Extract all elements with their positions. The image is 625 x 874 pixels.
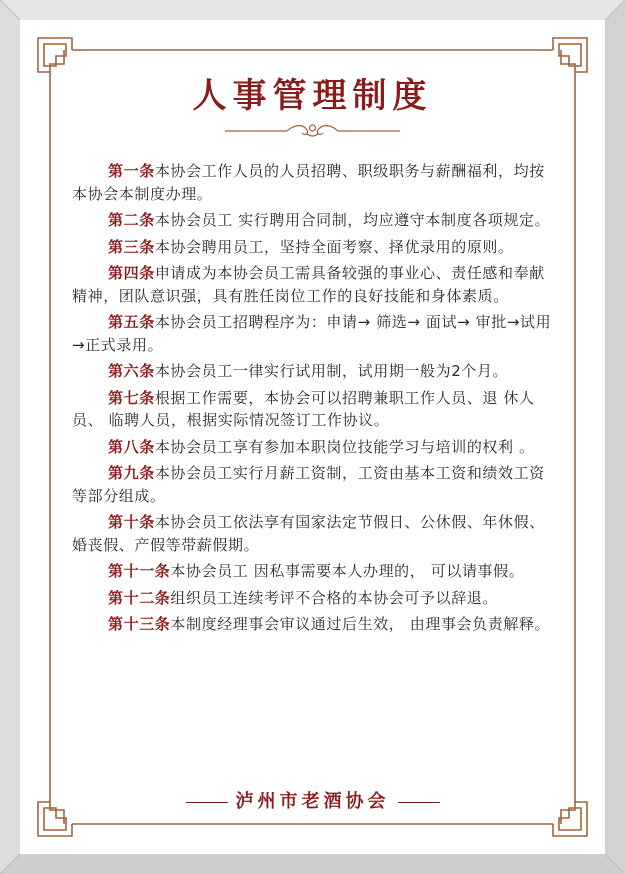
article-text: 本协会员工实行月薪工资制，工资由基本工资和绩效工资等部分组成。	[72, 464, 545, 505]
article-item	[72, 311, 560, 356]
article-item	[72, 160, 560, 205]
article-item	[72, 587, 560, 610]
article-item	[72, 387, 560, 432]
article-text: 本协会工作人员的人员招聘、职级职务与薪酬福利，均按本协会本制度办理。	[72, 162, 545, 203]
article-text: 本协会员工一律实行试用制，试用期一般为2个月。	[154, 362, 509, 380]
article-item	[72, 462, 560, 507]
article-number: 第六条	[108, 362, 155, 380]
article-number: 第七条	[108, 388, 155, 407]
signature-line-left	[186, 802, 228, 803]
article-number: 第十三条	[108, 615, 171, 633]
article-number: 第四条	[108, 264, 155, 282]
article-item	[72, 236, 560, 259]
article-text: 组织员工连续考评不合格的本协会可予以辞退。	[170, 588, 499, 607]
signature-line-right	[398, 802, 440, 803]
article-number: 第十二条	[108, 588, 171, 607]
article-item	[72, 511, 560, 556]
article-item	[72, 209, 560, 232]
article-number: 第八条	[108, 437, 155, 456]
article-number: 第二条	[108, 211, 155, 229]
article-text: 本协会员工 实行聘用合同制，均应遵守本制度各项规定。	[154, 211, 551, 229]
article-number: 第十条	[108, 513, 155, 531]
ornament-divider	[225, 122, 400, 138]
article-text: 本协会员工招聘程序为：申请→ 筛选→ 面试→ 审批→试用→正式录用。	[72, 313, 552, 354]
article-item	[72, 613, 560, 636]
article-number: 第三条	[108, 237, 155, 256]
article-text: 本协会员工 因私事需要本人办理的， 可以请事假。	[170, 562, 525, 580]
article-number: 第十一条	[108, 562, 171, 580]
article-number: 第五条	[108, 313, 155, 331]
articles-list	[72, 160, 560, 640]
signature-text: 泸州市老酒协会	[235, 791, 390, 812]
signature	[0, 787, 625, 813]
article-item	[72, 560, 560, 583]
article-number: 第一条	[108, 162, 155, 180]
article-item	[72, 262, 560, 307]
article-text: 根据工作需要，本协会可以招聘兼职工作人员、退 休人员、 临聘人员，根据实际情况签订工作协议。	[72, 388, 535, 429]
article-text: 本协会员工享有参加本职岗位技能学习与培训的权利 。	[154, 437, 535, 456]
article-number: 第九条	[108, 464, 155, 482]
article-text: 本制度经理事会审议通过后生效， 由理事会负责解释。	[170, 615, 551, 633]
article-item	[72, 360, 560, 383]
article-item	[72, 436, 560, 459]
article-text: 本协会聘用员工，坚持全面考察、择优录用的原则。	[154, 237, 514, 256]
article-text: 申请成为本协会员工需具备较强的事业心、责任感和奉献精神，团队意识强，具有胜任岗位工作的良好技能和身体素质。	[72, 264, 545, 305]
article-text: 本协会员工依法享有国家法定节假日、公休假、年休假、婚丧假、产假等带薪假期。	[72, 513, 545, 554]
page-title: 人事管理制度	[192, 76, 433, 116]
